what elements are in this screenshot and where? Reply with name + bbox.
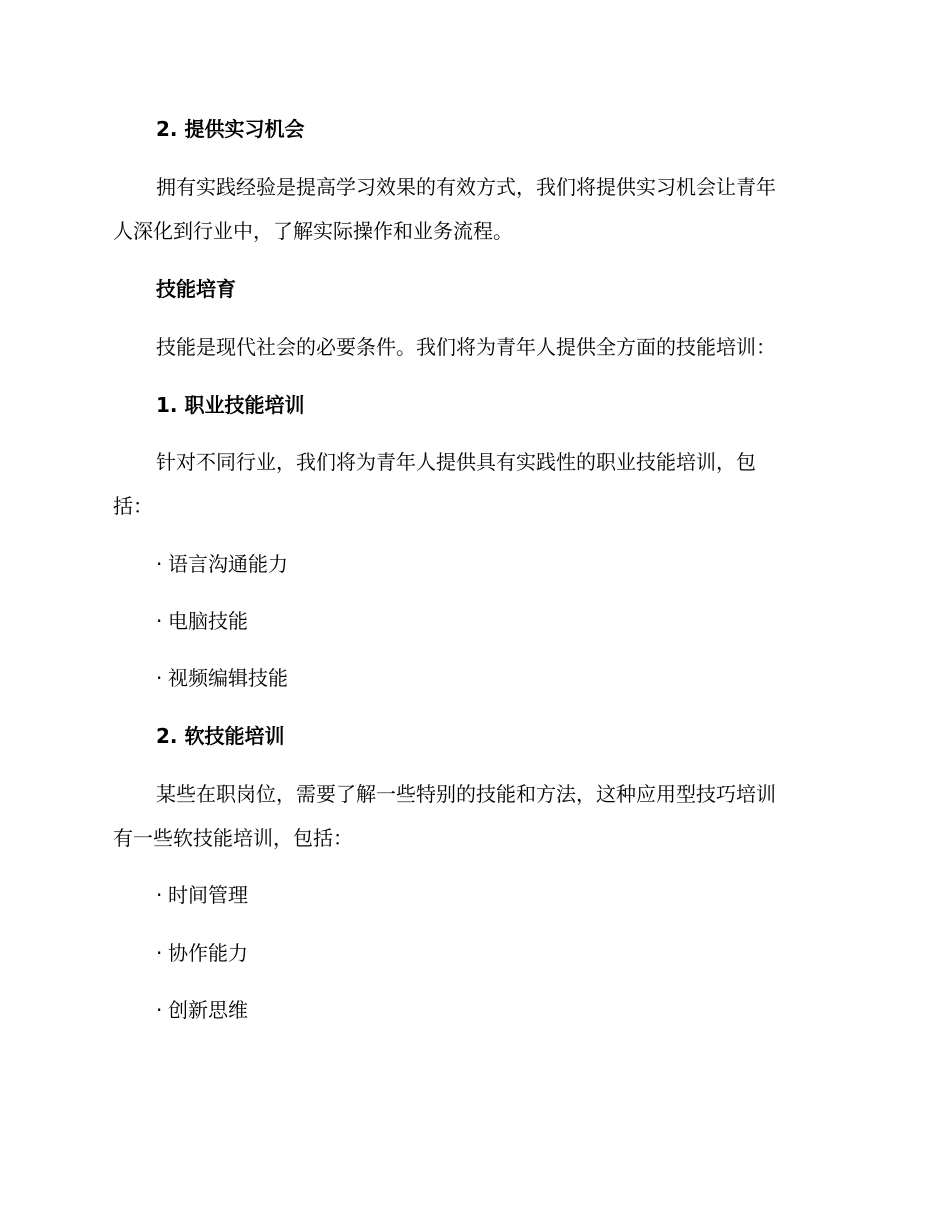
paragraph-soft-line-2: 有一些软技能培训，包括：	[113, 826, 353, 850]
list-item	[156, 611, 248, 631]
list-item	[156, 668, 288, 688]
list-item	[156, 1000, 248, 1020]
paragraph-vocational-line-1: 针对不同行业，我们将为青年人提供具有实践性的职业技能培训，包	[156, 450, 756, 474]
bullet-marker: ·	[156, 941, 163, 965]
paragraph-soft-line-1: 某些在职岗位，需要了解一些特别的技能和方法，这种应用型技巧培训	[156, 782, 776, 806]
list-item-label: 语言沟通能力	[168, 552, 288, 576]
list-item	[156, 943, 248, 963]
paragraph-skills-intro: 技能是现代社会的必要条件。我们将为青年人提供全方面的技能培训：	[156, 335, 776, 359]
heading-practice-opportunity: 2. 提供实习机会	[156, 117, 305, 141]
bullet-marker: ·	[156, 609, 163, 633]
heading-vocational-training: 1. 职业技能培训	[156, 393, 305, 417]
list-item-label: 视频编辑技能	[168, 666, 288, 690]
bullet-marker: ·	[156, 883, 163, 907]
bullet-marker: ·	[156, 998, 163, 1022]
list-item-label: 创新思维	[168, 998, 248, 1022]
paragraph-practice-line-2: 人深化到行业中，了解实际操作和业务流程。	[113, 219, 513, 243]
heading-skill-development: 技能培育	[156, 277, 236, 301]
bullet-marker: ·	[156, 552, 163, 576]
paragraph-practice-line-1: 拥有实践经验是提高学习效果的有效方式，我们将提供实习机会让青年	[156, 175, 776, 199]
list-item	[156, 554, 288, 574]
heading-soft-skills-training: 2. 软技能培训	[156, 724, 285, 748]
list-item	[156, 885, 248, 905]
list-item-label: 协作能力	[168, 941, 248, 965]
list-item-label: 电脑技能	[168, 609, 248, 633]
list-item-label: 时间管理	[168, 883, 248, 907]
paragraph-vocational-line-2: 括：	[113, 494, 153, 518]
bullet-marker: ·	[156, 666, 163, 690]
